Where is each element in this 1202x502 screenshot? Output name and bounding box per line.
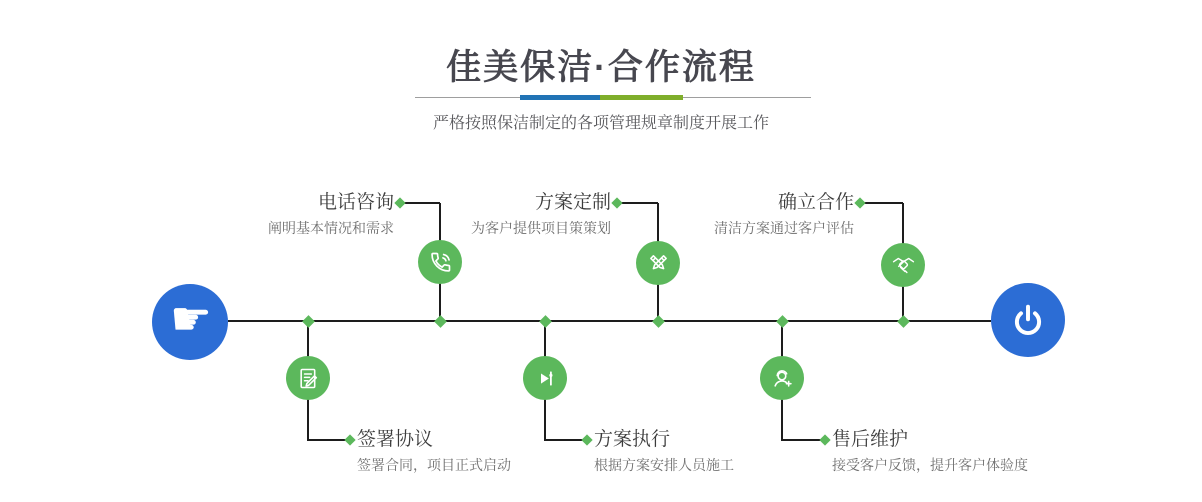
step-circle-phone [418, 240, 462, 284]
step-desc: 清洁方案通过客户评估 [714, 220, 854, 236]
timeline-diamond [652, 315, 665, 328]
connector-line [402, 202, 440, 204]
label-diamond [394, 197, 405, 208]
label-diamond [819, 434, 830, 445]
step-title: 签署协议 [357, 429, 434, 450]
title-divider [415, 95, 811, 100]
pointing-hand-icon [170, 296, 212, 343]
label-diamond [344, 434, 355, 445]
customer-service-icon [769, 365, 796, 392]
end-node [991, 283, 1065, 357]
step-title: 方案定制 [534, 192, 611, 213]
handshake-icon [890, 252, 917, 279]
step-circle-contract [286, 356, 330, 400]
step-circle-service [760, 356, 804, 400]
step-label-sign [357, 430, 511, 472]
step-circle-design [636, 241, 680, 285]
step-circle-execute [523, 356, 567, 400]
step-desc: 接受客户反馈，提升客户体验度 [832, 457, 1028, 473]
label-diamond [854, 197, 865, 208]
timeline-diamond [897, 315, 910, 328]
step-desc: 阐明基本情况和需求 [268, 220, 394, 236]
step-desc: 根据方案安排人员施工 [594, 457, 734, 473]
phone-call-icon [427, 249, 454, 276]
connector-line [862, 202, 903, 204]
step-label-design [471, 193, 611, 235]
connector-line [781, 439, 822, 441]
step-title: 电话咨询 [317, 192, 394, 213]
step-title: 方案执行 [594, 429, 671, 450]
step-circle-handshake [881, 243, 925, 287]
connector-line [544, 439, 584, 441]
crossed-pencils-icon [645, 250, 672, 277]
step-label-execute [594, 430, 734, 472]
connector-line [619, 202, 658, 204]
timeline-diamond [302, 315, 315, 328]
page-subtitle: 严格按照保洁制定的各项管理规章制度开展工作 [432, 115, 769, 132]
start-node [152, 284, 228, 360]
timeline-diamond [776, 315, 789, 328]
power-icon [1009, 301, 1047, 339]
page-title: 佳美保洁·合作流程 [446, 48, 756, 87]
contract-edit-icon [295, 365, 322, 392]
divider-blue-segment [520, 95, 600, 100]
step-desc: 签署合同，项目正式启动 [357, 457, 511, 473]
label-diamond [581, 434, 592, 445]
label-diamond [611, 197, 622, 208]
step-label-cooperate [714, 193, 854, 235]
timeline-line [228, 320, 991, 322]
play-slider-icon [532, 365, 559, 392]
step-desc: 为客户提供项目策策划 [471, 220, 611, 236]
step-title: 确立合作 [777, 192, 854, 213]
divider-green-segment [600, 95, 683, 100]
timeline-diamond [539, 315, 552, 328]
connector-line [307, 439, 347, 441]
step-label-aftersales [832, 430, 1028, 472]
step-title: 售后维护 [832, 429, 909, 450]
timeline-diamond [434, 315, 447, 328]
step-label-phone [268, 193, 394, 235]
